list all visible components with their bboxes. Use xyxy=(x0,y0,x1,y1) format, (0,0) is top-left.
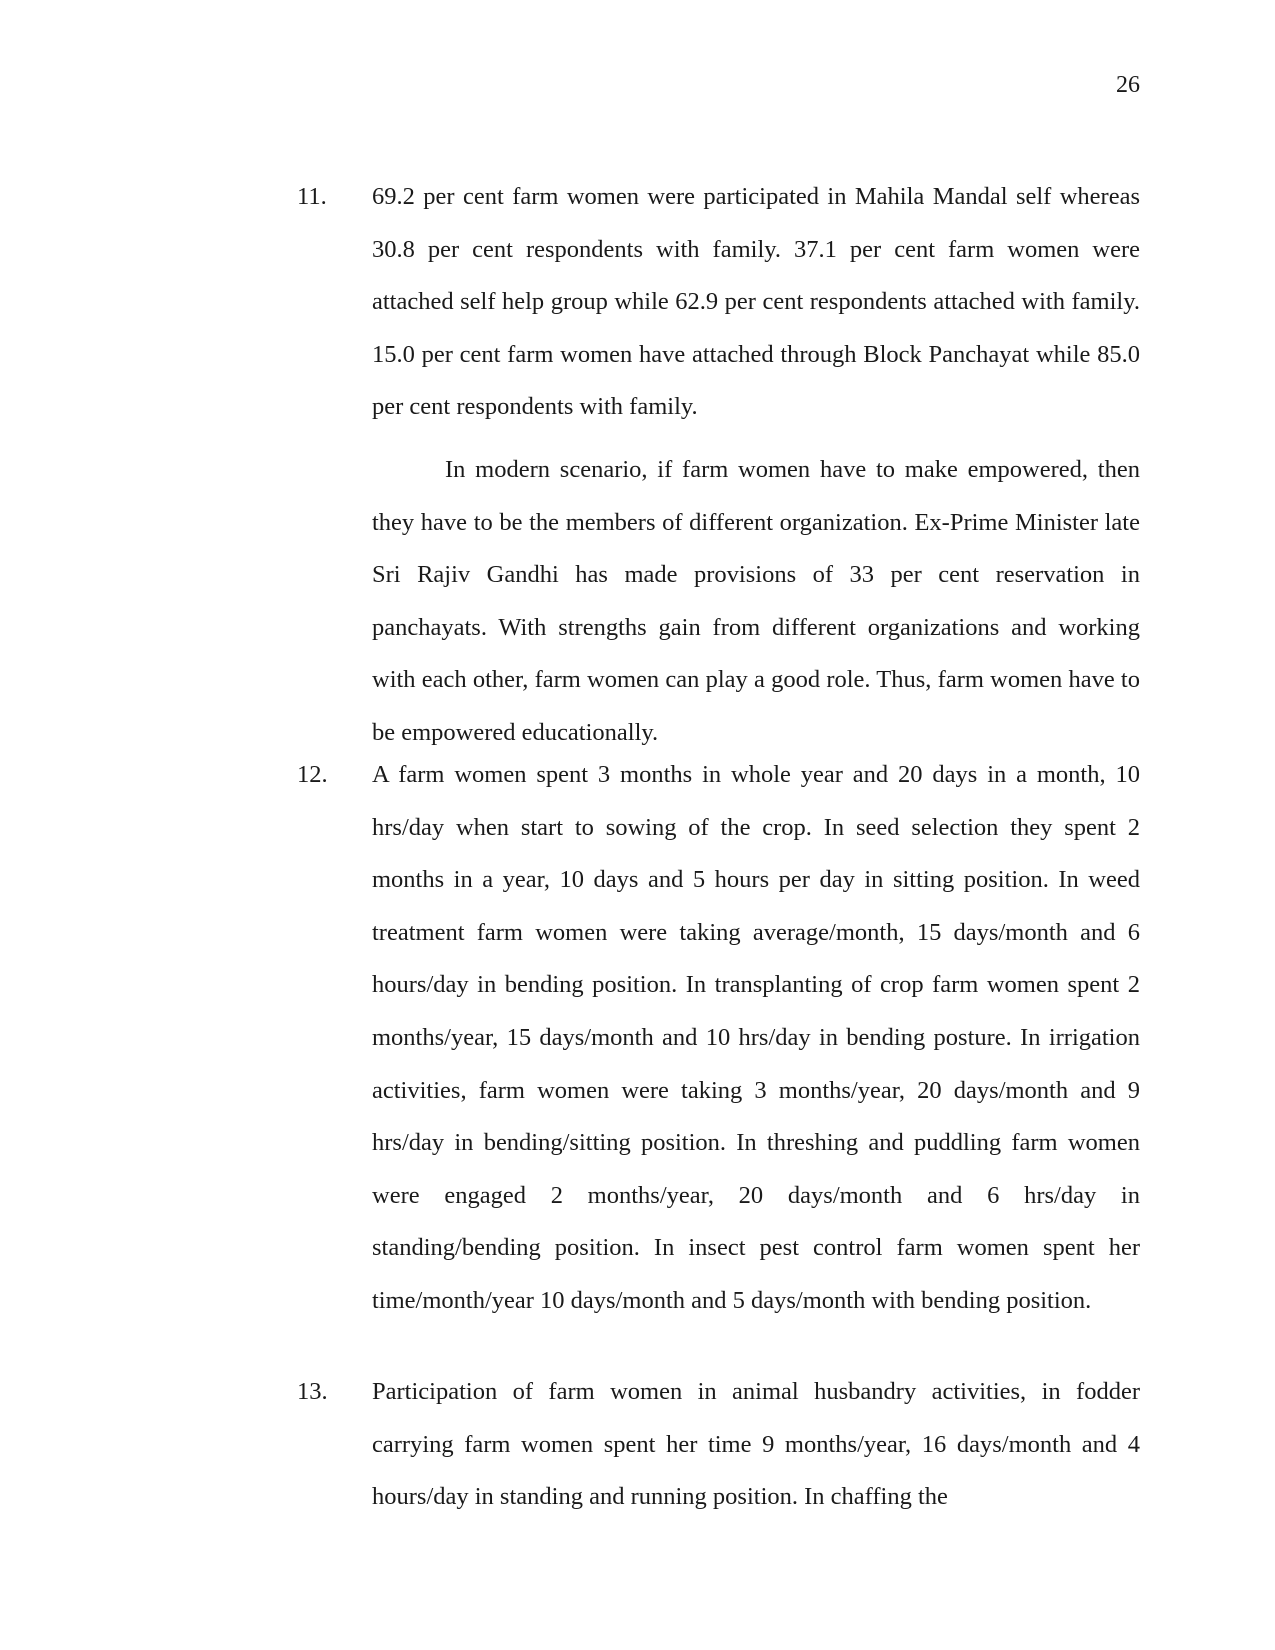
item-number: 13. xyxy=(297,1378,328,1405)
paragraph: 69.2 per cent farm women were participated in Mahila Mandal self whereas 30.8 per cent respondents with family. 37.1 per cent farm women were attached self help group while 62.9 per cent respondents attached with family. 15.0 per cent farm women have attached through Block Panchayat while 85.0 per cent respondents with family. xyxy=(372,183,1140,421)
page-number: 26 xyxy=(1116,72,1140,98)
item-number: 11. xyxy=(297,183,327,210)
item-body xyxy=(372,171,1140,760)
item-number: 12. xyxy=(297,761,328,788)
paragraph: Participation of farm women in animal husbandry activities, in fodder carrying farm women spent her time 9 months/year, 16 days/month and 4 hours/day in standing and running position. In chaffing the xyxy=(372,1378,1140,1511)
paragraph: In modern scenario, if farm women have to make empowered, then they have to be the members of different organization. Ex-Prime Minister late Sri Rajiv Gandhi has made provisions of 33 per cent reservation in panchayats. With strengths gain from different organizations and working with each other, farm women can play a good role. Thus, farm women have to be empowered educationally. xyxy=(372,455,1140,746)
paragraph: A farm women spent 3 months in whole year and 20 days in a month, 10 hrs/day when start to sowing of the crop. In seed selection they spent 2 months in a year, 10 days and 5 hours per day in sitting position. In weed treatment farm women were taking average/month, 15 days/month and 6 hours/day in bending position. In transplanting of crop farm women spent 2 months/year, 15 days/month and 10 hrs/day in bending posture. In irrigation activities, farm women were taking 3 months/year, 20 days/month and 9 hrs/day in bending/sitting position. In threshing and puddling farm women were engaged 2 months/year, 20 days/month and 6 hrs/day in standing/bending position. In insect pest control farm women spent her time/month/year 10 days/month and 5 days/month with bending position. xyxy=(372,761,1140,1314)
item-body xyxy=(372,1366,1140,1524)
item-body xyxy=(372,749,1140,1328)
